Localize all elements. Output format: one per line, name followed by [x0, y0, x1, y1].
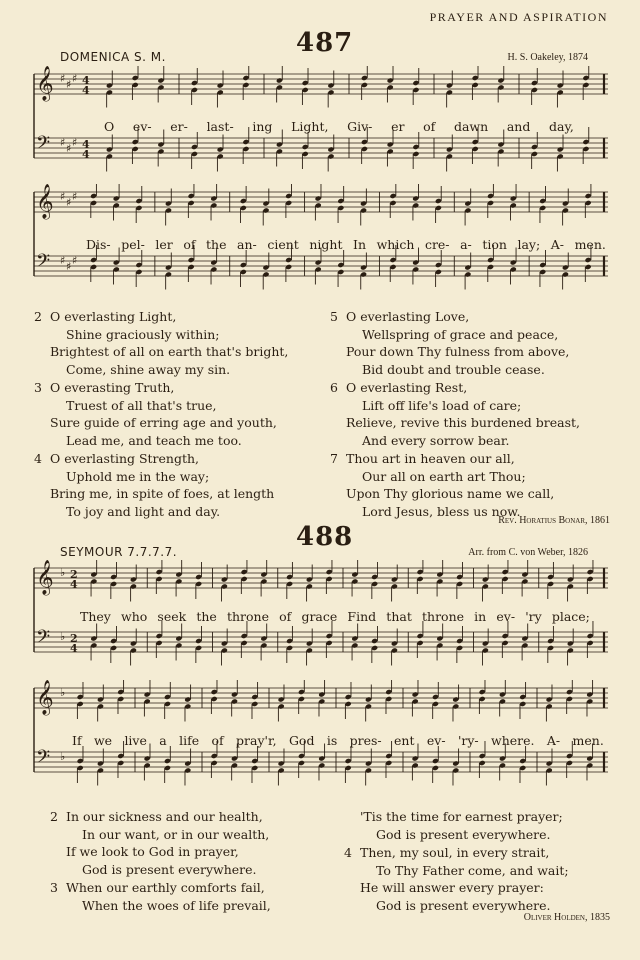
verse-number: 6: [330, 380, 338, 395]
verse-line: [344, 879, 569, 897]
lyric-syllable: the: [196, 609, 217, 624]
verse-text: God is present everywhere.: [82, 861, 257, 877]
verse-text: Shine graciously within;: [66, 326, 220, 342]
time-signature-bottom: 4: [70, 642, 78, 655]
lyric-syllable: in: [474, 609, 487, 624]
bass-clef: 𝄢: [36, 747, 51, 772]
verse-line: [34, 485, 288, 503]
lyric-syllable: men.: [574, 237, 606, 252]
verse-line: [344, 808, 569, 826]
lyric-syllable: of: [183, 237, 196, 252]
lyric-syllable: They: [80, 609, 111, 624]
lyric-syllable: ing: [252, 119, 273, 134]
verse: [34, 308, 288, 378]
author-488: Oliver Holden, 1835: [523, 912, 610, 923]
verse-line: [330, 379, 580, 397]
lyric-syllable: pel-: [121, 237, 145, 252]
time-signature-bottom: 4: [82, 84, 90, 97]
sharp-sign: ♯: [60, 72, 66, 85]
flat-sign: ♭: [60, 630, 66, 643]
flat-sign: ♭: [60, 750, 66, 763]
lyrics-487-line1: [104, 119, 574, 134]
verses-488-left: [50, 808, 271, 915]
verse: [330, 379, 580, 449]
hymn-number-488: 488: [296, 522, 354, 552]
verse-text: When the woes of life prevail,: [82, 897, 271, 913]
sharp-sign: ♯: [60, 254, 66, 267]
verse-line: [34, 432, 288, 450]
verse-line: [50, 826, 271, 844]
verse-line: [50, 843, 271, 861]
verses-488-right: [344, 808, 569, 915]
lyric-syllable: men.: [572, 733, 604, 748]
verse: [330, 450, 580, 520]
lyric-syllable: O: [104, 119, 115, 134]
lyric-syllable: place;: [551, 609, 590, 624]
lyric-syllable: day,: [549, 119, 574, 134]
bass-clef: 𝄢: [36, 627, 51, 652]
treble-clef: 𝄞: [36, 680, 54, 715]
verse-text: In our sickness and our health,: [66, 809, 263, 824]
lyric-syllable: ler: [155, 237, 173, 252]
lyric-syllable: Find: [347, 609, 377, 624]
lyric-syllable: a-: [460, 237, 472, 252]
lyrics-488-line2: [72, 733, 604, 748]
lyric-syllable: seek: [157, 609, 187, 624]
verse-line: [34, 308, 288, 326]
verse-number: 7: [330, 451, 338, 466]
verse-line: [50, 808, 271, 826]
lyric-syllable: of: [423, 119, 436, 134]
verse-text: Lord Jesus, bless us now.: [362, 503, 521, 519]
time-signature-top: 4: [82, 74, 90, 87]
verse-text: He will answer every prayer:: [360, 880, 544, 895]
verse-line: [330, 308, 580, 326]
flat-sign: ♭: [60, 566, 66, 579]
verse: [344, 844, 569, 914]
verse-line: [330, 468, 580, 486]
verse-line: [330, 343, 580, 361]
lyric-syllable: Dis-: [86, 237, 111, 252]
sharp-sign: ♯: [66, 142, 72, 155]
verse-text: O everlasting Rest,: [346, 380, 468, 395]
verse-text: O everlasting Light,: [50, 309, 177, 324]
time-signature-top: 2: [70, 632, 78, 645]
lyric-syllable: ent: [394, 733, 415, 748]
sharp-sign: ♯: [72, 72, 78, 85]
hymn-number-487: 487: [296, 28, 354, 58]
verse-text: Then, my soul, in every strait,: [360, 845, 550, 860]
verse-line: [34, 397, 288, 415]
time-signature-bottom: 4: [70, 578, 78, 591]
treble-clef: 𝄞: [36, 560, 54, 595]
lyric-syllable: of: [211, 733, 224, 748]
lyric-syllable: last-: [206, 119, 234, 134]
verse-text: Pour down Thy fulness from above,: [346, 344, 570, 359]
lyric-syllable: 'ry-: [457, 733, 479, 748]
verse-line: [34, 343, 288, 361]
lyric-syllable: er-: [170, 119, 188, 134]
sharp-sign: ♯: [72, 254, 78, 267]
verse-text: Lift off life's load of care;: [362, 397, 522, 413]
sharp-sign: ♯: [72, 190, 78, 203]
lyric-syllable: night: [309, 237, 343, 252]
verse: [330, 308, 580, 378]
lyric-syllable: dawn: [453, 119, 489, 134]
verse: [344, 808, 569, 843]
sharp-sign: ♯: [72, 136, 78, 149]
verse-number: 3: [50, 880, 58, 895]
lyric-syllable: a: [159, 733, 167, 748]
verse-number: 2: [50, 809, 58, 824]
sharp-sign: ♯: [66, 196, 72, 209]
verse-text: Truest of all that's true,: [66, 397, 217, 413]
verse-line: [330, 414, 580, 432]
lyric-syllable: ev-: [496, 609, 516, 624]
lyric-syllable: ev-: [132, 119, 152, 134]
lyric-syllable: the: [206, 237, 227, 252]
lyric-syllable: Giv-: [347, 119, 373, 134]
verse-line: [330, 326, 580, 344]
lyric-syllable: A-: [550, 237, 565, 252]
verse-line: [34, 379, 288, 397]
tune-name-487: DOMENICA S. M.: [60, 50, 166, 64]
verse-text: O everlasting Love,: [346, 309, 470, 324]
verses-487-left: [34, 308, 288, 521]
verses-487-right: [330, 308, 580, 521]
tune-name-488: SEYMOUR 7.7.7.7.: [60, 545, 178, 559]
lyric-syllable: grace: [301, 609, 338, 624]
verse-line: [50, 897, 271, 915]
lyric-syllable: ev-: [426, 733, 446, 748]
treble-clef: 𝄞: [36, 184, 54, 219]
sharp-sign: ♯: [60, 190, 66, 203]
verse-line: [344, 844, 569, 862]
author-487: Rev. Horatius Bonar, 1861: [498, 515, 610, 526]
lyrics-488-line1: [80, 609, 590, 624]
verse-text: Relieve, revive this burdened breast,: [346, 415, 581, 430]
lyric-syllable: is: [326, 733, 338, 748]
running-head: PRAYER AND ASPIRATION: [429, 10, 608, 24]
verse-line: [330, 361, 580, 379]
sharp-sign: ♯: [66, 78, 72, 91]
verse-line: [34, 450, 288, 468]
lyric-syllable: pray'r,: [236, 733, 277, 748]
time-signature-bottom: 4: [82, 148, 90, 161]
lyric-syllable: er: [391, 119, 405, 134]
lyric-syllable: live: [124, 733, 147, 748]
verse-text: To joy and light and day.: [66, 503, 221, 519]
verse-line: [50, 879, 271, 897]
verse: [34, 379, 288, 449]
verse-text: When our earthly comforts fail,: [66, 880, 265, 895]
verse-text: O everlasting Strength,: [50, 451, 200, 466]
lyric-syllable: If: [72, 733, 82, 748]
verse-text: Uphold me in the way;: [66, 468, 210, 484]
verse-text: Lead me, and teach me too.: [66, 432, 242, 448]
composer-credit-488: Arr. from C. von Weber, 1826: [468, 547, 588, 558]
lyric-syllable: 'ry: [525, 609, 542, 624]
sharp-sign: ♯: [60, 136, 66, 149]
verse-text: Upon Thy glorious name we call,: [346, 486, 555, 501]
verse-line: [344, 826, 569, 844]
verse-text: If we look to God in prayer,: [66, 844, 239, 859]
flat-sign: ♭: [60, 686, 66, 699]
verse-text: Sure guide of erring age and youth,: [50, 415, 277, 430]
treble-clef: 𝄞: [36, 66, 54, 101]
lyric-syllable: throne: [226, 609, 270, 624]
verse-number: 3: [34, 380, 42, 395]
verse-line: [344, 862, 569, 880]
verse-line: [330, 432, 580, 450]
lyric-syllable: tion: [482, 237, 507, 252]
lyric-syllable: an-: [237, 237, 257, 252]
lyric-syllable: where.: [491, 733, 535, 748]
bass-clef: 𝄢: [36, 133, 51, 158]
lyric-syllable: life: [179, 733, 200, 748]
verse-line: [34, 414, 288, 432]
lyric-syllable: who: [121, 609, 148, 624]
verse-text: Bid doubt and trouble cease.: [362, 361, 545, 377]
lyric-syllable: throne: [422, 609, 465, 624]
lyric-syllable: A-: [546, 733, 561, 748]
verse-line: [330, 485, 580, 503]
verse-line: [330, 397, 580, 415]
verse-line: [34, 503, 288, 521]
lyric-syllable: and: [506, 119, 531, 134]
verse-number: 4: [34, 451, 42, 466]
lyric-syllable: Light,: [291, 119, 329, 134]
verse-line: [34, 468, 288, 486]
verse-text: In our want, or in our wealth,: [82, 826, 270, 842]
verse-line: [50, 861, 271, 879]
verse: [50, 879, 271, 914]
verse: [50, 808, 271, 878]
lyric-syllable: God: [288, 733, 315, 748]
lyric-syllable: cre-: [424, 237, 450, 252]
verse-text: To Thy Father come, and wait;: [376, 862, 569, 878]
time-signature-top: 4: [82, 138, 90, 151]
verse-number: 4: [344, 845, 352, 860]
lyric-syllable: we: [93, 733, 113, 748]
verse-number: 5: [330, 309, 338, 324]
verse-number: 2: [34, 309, 42, 324]
verse-text: 'Tis the time for earnest prayer;: [360, 809, 563, 824]
verse-text: O everasting Truth,: [50, 380, 175, 395]
lyric-syllable: lay;: [517, 237, 541, 252]
verse: [34, 450, 288, 520]
verse-text: Thou art in heaven our all,: [346, 451, 515, 466]
verse-text: Brightest of all on earth that's bright,: [50, 344, 289, 359]
verse-text: Bring me, in spite of foes, at length: [50, 486, 275, 501]
lyric-syllable: pres-: [349, 733, 382, 748]
lyrics-487-line2: [86, 237, 606, 252]
verse-text: Come, shine away my sin.: [66, 361, 231, 377]
lyric-syllable: which: [376, 237, 415, 252]
verse-text: God is present everywhere.: [376, 826, 551, 842]
verse-text: And every sorrow bear.: [362, 432, 510, 448]
verse-text: God is present everywhere.: [376, 897, 551, 913]
verse-line: [330, 450, 580, 468]
time-signature-top: 2: [70, 568, 78, 581]
lyric-syllable: that: [386, 609, 412, 624]
verse-text: Wellspring of grace and peace,: [362, 326, 559, 342]
bass-clef: 𝄢: [36, 251, 51, 276]
verse-text: Our all on earth art Thou;: [362, 468, 526, 484]
verse-line: [34, 361, 288, 379]
lyric-syllable: cient: [267, 237, 299, 252]
lyric-syllable: of: [279, 609, 292, 624]
composer-credit-487: H. S. Oakeley, 1874: [507, 52, 588, 63]
verse-line: [34, 326, 288, 344]
sharp-sign: ♯: [66, 260, 72, 273]
lyric-syllable: In: [353, 237, 367, 252]
